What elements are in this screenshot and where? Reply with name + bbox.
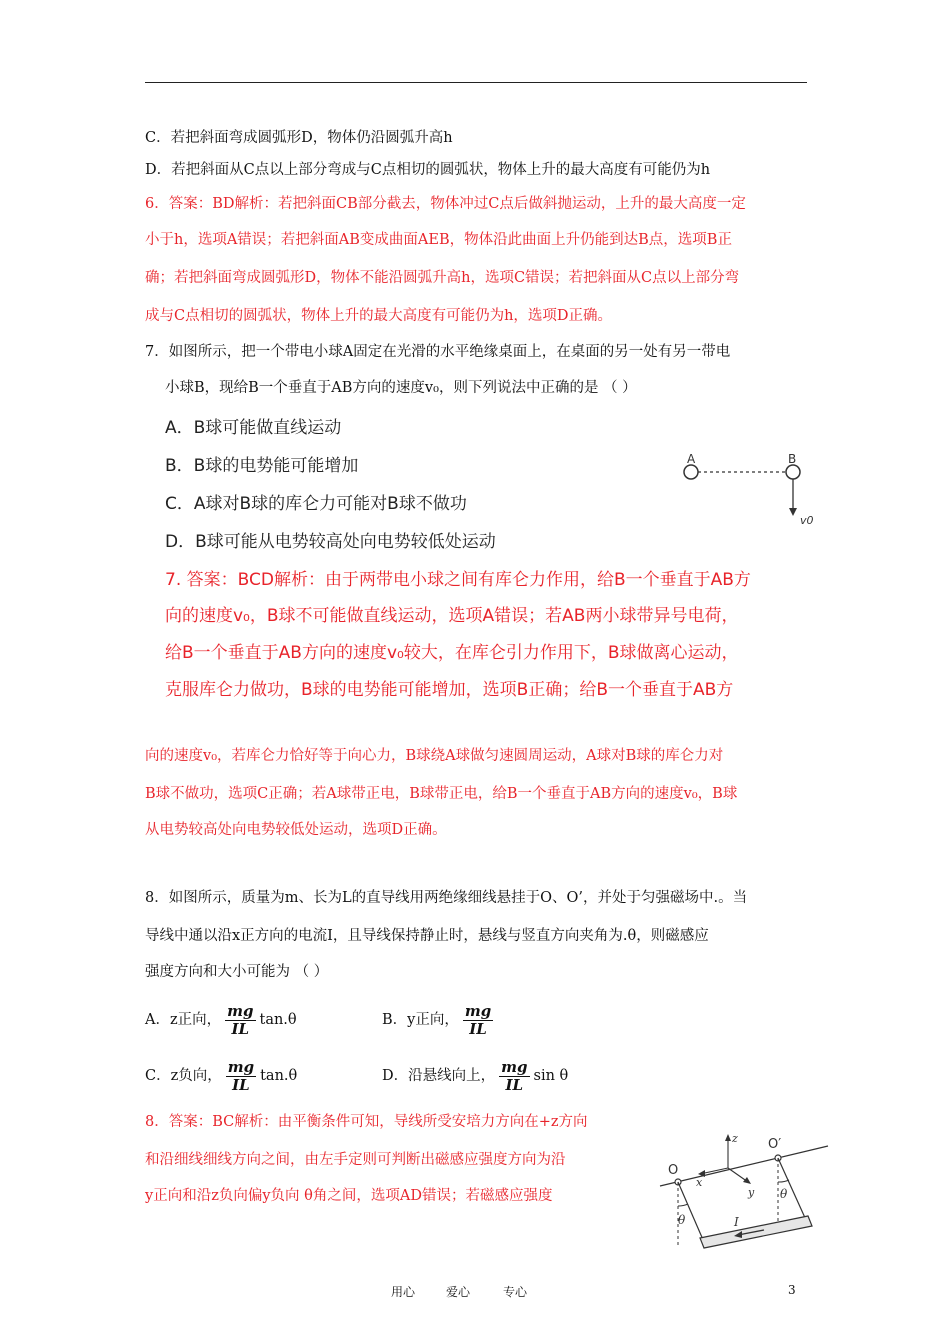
q5-option-d: D．若把斜面从C点以上部分弯成与C点相切的圆弧状，物体上升的最大高度有可能仍为h — [145, 162, 711, 178]
z-axis-head — [725, 1134, 731, 1141]
q7-option-c: C．A球对B球的库仑力可能对B球不做功 — [165, 494, 467, 514]
fraction-mg-il — [499, 1059, 529, 1094]
figure-suspended-wire — [656, 1124, 832, 1256]
thread-left — [678, 1182, 704, 1242]
label-v0: v0 — [800, 514, 814, 527]
q8-option-d-suffix: sin θ — [533, 1068, 569, 1084]
fraction-denominator: IL — [505, 1075, 524, 1094]
angle-arc-right — [778, 1180, 789, 1182]
label-x: x — [696, 1176, 703, 1189]
fraction-denominator: IL — [232, 1075, 250, 1094]
fraction-numerator: mg — [227, 1001, 254, 1020]
q8-line1: 8．如图所示，质量为m、长为L的直导线用两绝缘细线悬挂于O、O’，并处于匀强磁场中.。当 — [145, 890, 748, 906]
page-number: 3 — [788, 1283, 796, 1297]
answer6-line4: 成与C点相切的圆弧状，物体上升的最大高度有可能仍为h，选项D正确。 — [145, 308, 613, 324]
fraction-numerator: mg — [227, 1057, 255, 1076]
fraction-denominator: IL — [469, 1019, 487, 1038]
fraction-numerator: mg — [464, 1001, 492, 1020]
q8-option-a — [145, 998, 297, 1042]
angle-arc-left — [678, 1204, 688, 1206]
q8-option-c-suffix: tan.θ — [260, 1068, 298, 1084]
footer-text-1: 用心 — [391, 1285, 416, 1299]
label-current: I — [734, 1215, 739, 1229]
q8-line3: 强度方向和大小可能为 （ ） — [145, 964, 329, 980]
q8-option-a-suffix: tan.θ — [259, 1012, 297, 1028]
header-rule — [145, 82, 807, 83]
theta-right: θ — [780, 1187, 788, 1201]
answer8-line1: 8．答案：BC解析：由平衡条件可知，导线所受安培力方向在+z方向 — [145, 1114, 588, 1130]
label-y: y — [748, 1186, 755, 1199]
sphere-a — [684, 465, 698, 479]
q8-line2: 导线中通以沿x正方向的电流I，且导线保持静止时，悬线与竖直方向夹角为.θ，则磁感应 — [145, 928, 709, 944]
answer8-line3: y正向和沿z负向偏y负向 θ角之间，选项AD错误；若磁感应强度 — [145, 1188, 553, 1204]
answer7-line7: 从电势较高处向电势较低处运动，选项D正确。 — [145, 822, 447, 838]
sphere-b — [786, 465, 800, 479]
velocity-arrowhead — [789, 508, 797, 516]
footer-text-3: 专心 — [503, 1285, 528, 1299]
fraction-numerator: mg — [501, 1057, 528, 1076]
q5-option-c: C．若把斜面弯成圆弧形D，物体仍沿圆弧升高h — [145, 130, 453, 146]
answer7-line6: B球不做功，选项C正确；若A球带正电，B球带正电，给B一个垂直于AB方向的速度v₀，B球 — [145, 786, 738, 802]
q7-option-d: D．B球可能从电势较高处向电势较低处运动 — [165, 532, 496, 552]
q8-option-a-label: A．z正向， — [145, 1012, 222, 1028]
q7-option-b: B．B球的电势能可能增加 — [165, 456, 359, 476]
label-o-prime: O′ — [768, 1137, 782, 1152]
label-z: z — [732, 1132, 738, 1145]
label-b: B — [788, 452, 797, 466]
q7-line2: 小球B，现给B一个垂直于AB方向的速度v₀，则下列说法中正确的是 （ ） — [165, 380, 637, 396]
answer7-line1: 7. 答案：BCD解析：由于两带电小球之间有库仑力作用，给B一个垂直于AB方 — [165, 570, 751, 590]
q8-option-b-label: B．y正向， — [382, 1012, 459, 1028]
fraction-mg-il — [463, 1003, 493, 1038]
q8-option-c-label: C．z负向， — [145, 1068, 222, 1084]
fraction-denominator: IL — [231, 1019, 250, 1038]
label-a: A — [687, 452, 696, 466]
answer7-line2: 向的速度v₀，B球不可能做直线运动，选项A错误；若AB两小球带异号电荷， — [165, 606, 739, 626]
q7-line1: 7．如图所示，把一个带电小球A固定在光滑的水平绝缘桌面上，在桌面的另一处有另一带电 — [145, 344, 731, 360]
answer6-line2: 小于h，选项A错误；若把斜面AB变成曲面AEB，物体沿此曲面上升仍能到达B点，选项B正 — [145, 232, 732, 248]
figure-charged-spheres — [676, 448, 816, 532]
q7-option-a: A．B球可能做直线运动 — [165, 418, 342, 438]
y-axis-head — [743, 1177, 751, 1184]
fraction-mg-il — [225, 1003, 255, 1038]
answer7-line5: 向的速度v₀，若库仑力恰好等于向心力，B球绕A球做匀速圆周运动，A球对B球的库仑力对 — [145, 748, 724, 764]
answer7-line4: 克服库仑力做功，B球的电势能可能增加，选项B正确；给B一个垂直于AB方 — [165, 680, 734, 700]
q8-option-b — [382, 998, 497, 1042]
answer8-line2: 和沿细线细线方向之间，由左手定则可判断出磁感应强度方向为沿 — [145, 1152, 566, 1168]
ceiling-line — [660, 1146, 828, 1186]
answer6-line1: 6．答案：BD解析：若把斜面CB部分截去，物体冲过C点后做斜抛运动，上升的最大高度一定 — [145, 196, 746, 212]
label-o: O — [668, 1163, 679, 1178]
q8-option-c — [145, 1054, 297, 1098]
q8-option-d — [382, 1054, 568, 1098]
answer7-line3: 给B一个垂直于AB方向的速度v₀较大，在库仑引力作用下，B球做离心运动， — [165, 643, 739, 663]
q8-option-d-label: D．沿悬线向上， — [382, 1068, 496, 1084]
fraction-mg-il — [226, 1059, 256, 1094]
footer-text-2: 爱心 — [446, 1285, 471, 1299]
theta-left: θ — [678, 1213, 686, 1227]
answer6-line3: 确；若把斜面弯成圆弧形D，物体不能沿圆弧升高h，选项C错误；若把斜面从C点以上部分弯 — [145, 270, 740, 286]
